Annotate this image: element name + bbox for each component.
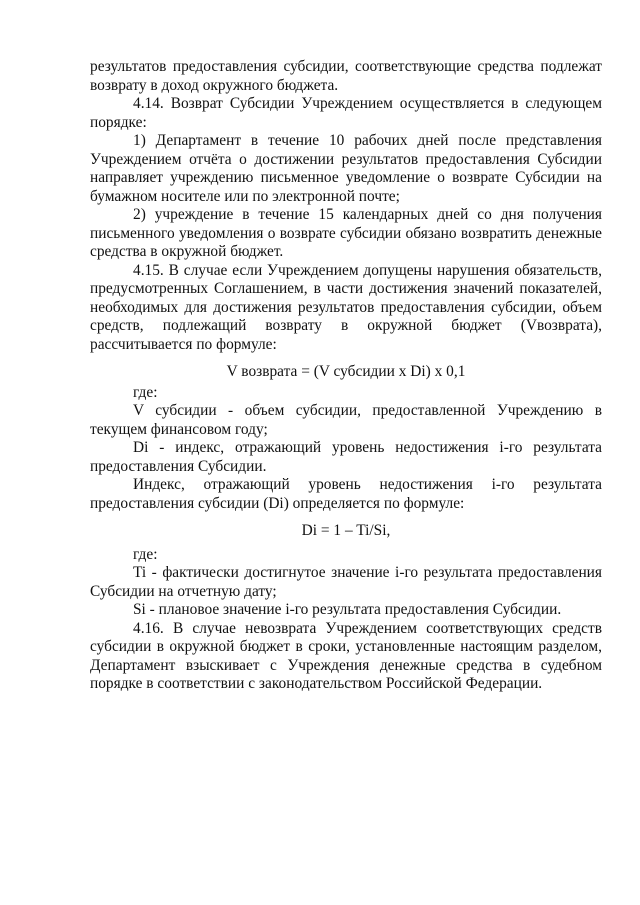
document-page bbox=[90, 58, 602, 694]
clause-4-16: 4.16. В случае невозврата Учреждением соответствующих средств субсидии в окружной бюджет в сроки, установленные настоящим разделом, Департамент взыскивает с Учреждения денежные средства в судебном порядке в соответствии с законодательством Российской Федерации. bbox=[90, 619, 602, 692]
definition-di: Di - индекс, отражающий уровень недостижения i-го результата предоставления Субсидии. bbox=[90, 439, 602, 475]
formula-index-di: Di = 1 – Ti/Si, bbox=[301, 522, 391, 539]
where-label-1: где: bbox=[133, 383, 158, 401]
formula-refund-volume: V возврата = (V субсидии x Di) x 0,1 bbox=[226, 363, 466, 380]
clause-4-15: 4.15. В случае если Учреждением допущены нарушения обязательств, предусмотренных Соглашением, в части достижения значений показателей, необходимых для достижения результатов предоставления субсидии, объем средств, подлежащий возврату в окружной бюджет (Vвозврата), рассчитывается по формуле: bbox=[90, 261, 602, 353]
clause-4-14: 4.14. Возврат Субсидии Учреждением осуществляется в следующем порядке: bbox=[90, 95, 602, 131]
index-description: Индекс, отражающий уровень недостижения i-го результата предоставления субсидии (Di) определяется по формуле: bbox=[90, 476, 602, 512]
definition-ti: Ti - фактически достигнутое значение i-го результата предоставления Субсидии на отчетную дату; bbox=[90, 564, 602, 600]
definition-si: Si - плановое значение i-го результата предоставления Субсидии. bbox=[133, 601, 562, 618]
paragraph-continuation: результатов предоставления субсидии, соответствующие средства подлежат возврату в доход окружного бюджета. bbox=[90, 58, 602, 94]
clause-4-14-item-2: 2) учреждение в течение 15 календарных дней со дня получения письменного уведомления о возврате субсидии обязано возвратить денежные средства в окружной бюджет. bbox=[90, 206, 602, 260]
where-label-2: где: bbox=[133, 545, 158, 563]
clause-4-14-item-1: 1) Департамент в течение 10 рабочих дней после представления Учреждением отчёта о достижении результатов предоставления Субсидии направляет учреждению письменное уведомление о возврате Субсидии на бумажном носителе или по электронной почте; bbox=[90, 132, 602, 205]
definition-v-subsidy: V субсидии - объем субсидии, предоставленной Учреждению в текущем финансовом году; bbox=[90, 402, 602, 438]
